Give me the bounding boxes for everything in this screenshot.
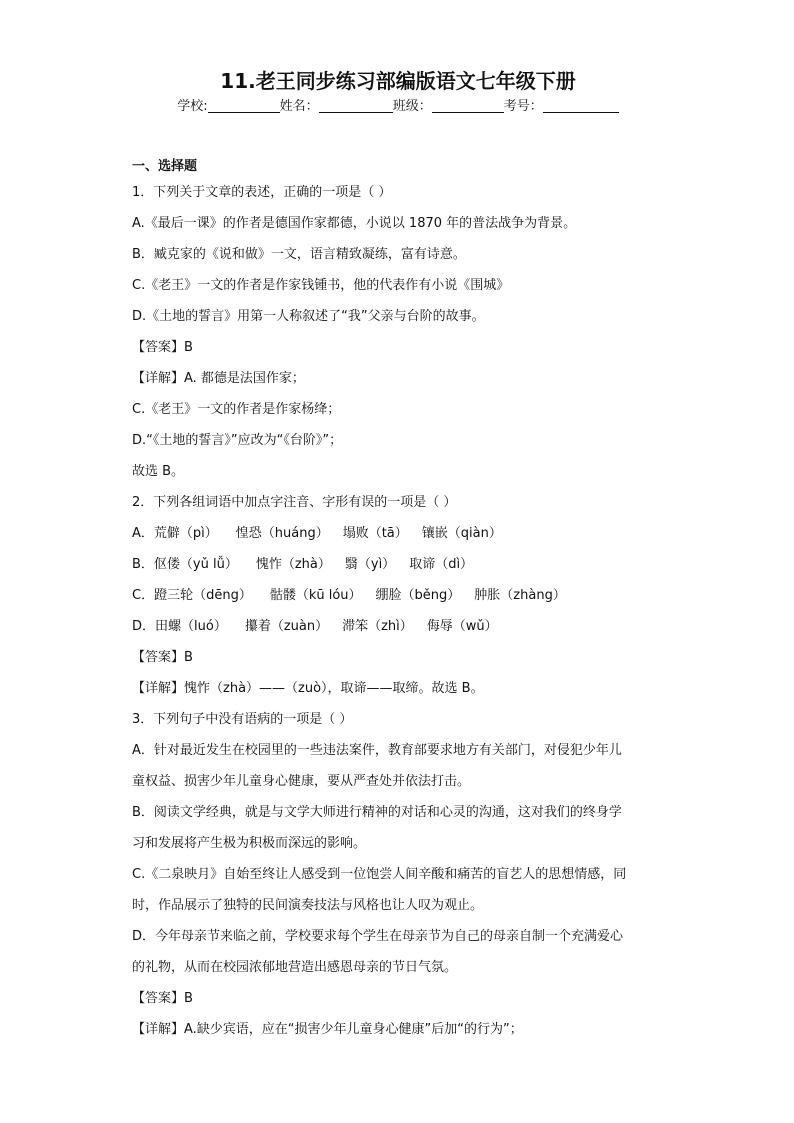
option-row (132, 554, 664, 585)
option-row (132, 585, 664, 616)
option-cell: 惶恐（huáng） (235, 526, 329, 541)
question-option: 童权益、损害少年儿童身心健康，要从严查处并依法打击。 (132, 774, 471, 789)
question-option: C.《二泉映月》自始至终让人感受到一位饱尝人间辛酸和痛苦的盲艺人的思想情感，同 (132, 867, 627, 882)
option-cell: A．荒僻（pì） (132, 526, 218, 541)
question-option: 时，作品展示了独特的民间演奏技法与风格也让人叹为观止。 (132, 898, 484, 913)
answer-line: 【答案】B (132, 991, 193, 1006)
option-cell: D．田螺（luó） (132, 619, 227, 634)
option-cell: 肿胀（zhàng） (474, 588, 566, 603)
answer-line: 【答案】B (132, 650, 193, 665)
option-cell: 滞笨（zhì） (342, 619, 413, 634)
detail-line: 【详解】A.缺少宾语，应在“损害少年儿童身心健康”后加“的行为”； (132, 1022, 523, 1037)
option-cell: 攥着（zuàn） (244, 619, 329, 634)
question-option: 习和发展将产生极为积极而深远的影响。 (132, 836, 367, 851)
question-content (132, 156, 664, 1050)
name-blank[interactable] (319, 98, 393, 113)
option-cell: 塌败（tā） (342, 526, 408, 541)
question-option: C.《老王》一文的作者是作家钱锺书，他的代表作有小说《围城》 (132, 278, 510, 293)
detail-line: 【详解】A. 都德是法国作家； (132, 371, 305, 386)
option-cell: 绷脸（běng） (375, 588, 461, 603)
question-stem: 3．下列句子中没有语病的一项是（ ） (132, 712, 353, 727)
question-option: D．今年母亲节来临之前，学校要求每个学生在母亲节为自己的母亲自制一个充满爱心 (132, 929, 624, 944)
option-cell: 骷髅（kū lóu） (269, 588, 362, 603)
option-cell: 取谛（dì） (409, 557, 474, 572)
question-stem: 2．下列各组词语中加点字注音、字形有误的一项是（ ） (132, 495, 457, 510)
detail-line: 【详解】愧怍（zhà）——（zuò），取谛——取缔。故选 B。 (132, 681, 484, 696)
option-cell: B．伛偻（yǔ lǚ） (132, 557, 238, 572)
question-stem: 1．下列关于文章的表述，正确的一项是（ ） (132, 185, 392, 200)
school-label: 学校: (177, 99, 208, 114)
school-blank[interactable] (208, 98, 280, 113)
question-option: B．臧克家的《说和做》一文，语言精致凝练，富有诗意。 (132, 247, 466, 262)
name-label: 姓名： (279, 99, 319, 114)
option-cell: 镶嵌（qiàn） (421, 526, 502, 541)
detail-line: C.《老王》一文的作者是作家杨绛； (132, 402, 341, 417)
id-blank[interactable] (543, 98, 619, 113)
option-cell: C．蹬三轮（dēng） (132, 588, 252, 603)
class-blank[interactable] (432, 98, 504, 113)
answer-line: 【答案】B (132, 340, 193, 355)
question-option: B．阅读文学经典，就是与文学大师进行精神的对话和心灵的沟通，这对我们的终身学 (132, 805, 622, 820)
class-label: 班级： (392, 99, 432, 114)
page-title: 11.老王同步练习部编版语文七年级下册 (220, 69, 576, 93)
detail-line: D.“《土地的誓言》”应改为“《台阶》”； (132, 433, 343, 448)
question-option: D.《土地的誓言》用第一人称叙述了“我”父亲与台阶的故事。 (132, 309, 485, 324)
option-row (132, 523, 664, 554)
id-label: 考号： (503, 99, 543, 114)
detail-line: 故选 B。 (132, 464, 185, 479)
option-row (132, 616, 664, 647)
question-option: 的礼物，从而在校园浓郁地营造出感恩母亲的节日气氛。 (132, 960, 458, 975)
option-cell: 翳（yì） (344, 557, 396, 572)
student-info-row (132, 96, 664, 118)
question-option: A.《最后一课》的作者是德国作家都德，小说以 1870 年的普法战争为背景。 (132, 216, 577, 231)
section-title: 一、选择题 (132, 159, 198, 174)
question-option: A．针对最近发生在校园里的一些违法案件，教育部要求地方有关部门，对侵犯少年儿 (132, 743, 622, 758)
option-cell: 愧怍（zhà） (255, 557, 331, 572)
option-cell: 侮辱（wǔ） (426, 619, 498, 634)
